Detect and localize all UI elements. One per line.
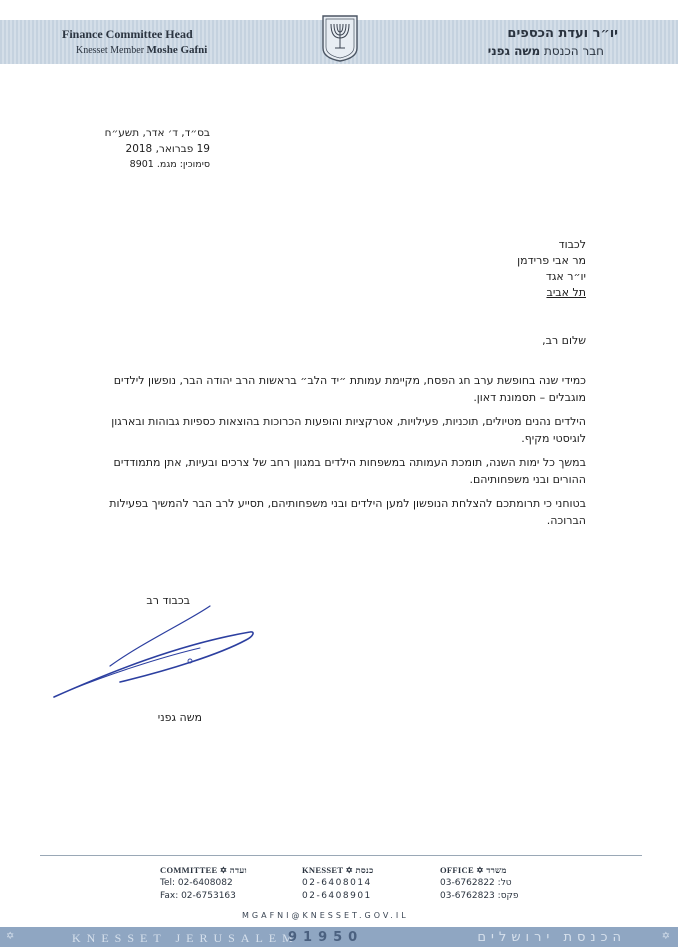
footer-committee-tel: Tel: 02-6408082 [160,878,233,888]
footer-knesset-head: KNESSET ✡ כנסת [302,865,374,875]
footer-email[interactable]: MGAFNI@KNESSET.GOV.IL [242,911,409,920]
bottom-band-he: הכנסת ירושלים [477,930,626,945]
footer-office-fax: 03-6762823 :פקס [440,891,519,901]
footer-divider [40,855,642,856]
recipient-salutation: לכבוד [558,238,586,251]
date-hebrew: בס״ד, ד׳ אדר, תשע״ח [104,127,210,139]
footer-knesset [302,864,394,903]
bottom-band-zip: 91950 [288,930,364,945]
footer-office-head: OFFICE ✡ משרד [440,865,507,875]
footer-knesset-tel: 02-6408014 [302,878,372,888]
date-gregorian: 19 פברואר, 2018 [125,143,210,155]
footer-office [440,864,550,903]
closing: בכבוד רב [146,594,190,607]
reference-number: סימוכין: מגמ. 8901 [129,159,210,170]
handwritten-signature [50,600,260,705]
footer-committee-head: COMMITTEE ✡ ועדה [160,865,247,875]
letterhead-en-subtitle [76,44,207,56]
letterhead-he-subtitle [488,44,604,58]
footer-knesset-fax: 02-6408901 [302,891,372,901]
body-paragraph-2: הילדים נהנים מטיולים, תוכניות, פעילויות, אטרקציות והופעות הכרוכות בהוצאות כספיות גבוהות ובארגון לוגיסטי מקיף. [111,415,586,445]
footer-committee [160,864,260,903]
recipient-city: תל אביב [546,286,586,299]
menorah-icon: ✡ [661,931,670,942]
footer-committee-fax: Fax: 02-6753163 [160,891,236,901]
date-block [70,125,210,173]
letterhead-en-subtitle-prefix: Knesset Member [76,45,145,56]
recipient-title: יו״ר אגד [545,270,586,283]
menorah-emblem-icon [320,14,360,62]
letterhead-en-title: Finance Committee Head [62,27,193,41]
recipient-block [366,237,586,301]
letterhead-he-subtitle-name: משה גפני [487,44,541,58]
greeting: שלום רב, [542,334,586,347]
body-paragraph-3: במשך כל ימות השנה, תומכת העמותה במשפחות הילדים במגוון רחב של צרכים ובעיות, אתן מתמודדים ההורים ובני משפחותיהם. [113,456,586,486]
signature-name: משה גפני [157,711,202,724]
body-paragraph-1: כמידי שנה בחופשת ערב חג הפסח, מקיימת עמותת ״יד הלב״ בראשות הרב יהודה הבר, נופשון לילדים מוגבלים – תסמונת דאון. [113,374,586,404]
bottom-band-en: KNESSET JERUSALEM [72,931,299,945]
letterhead-he-title: יו״ר ועדת הכספים [507,26,618,41]
letterhead-en-subtitle-name: Moshe Gafni [146,44,208,56]
footer-office-tel: 03-6762822 :טל [440,878,512,888]
menorah-icon: ✡ [6,931,15,942]
letterhead-he-subtitle-prefix: חבר הכנסת [543,44,604,58]
recipient-name: מר אבי פרידמן [517,254,586,267]
body-paragraph-4: בטוחני כי תרומתכם להצלחת הנופשון למען הילדים ובני משפחותיהם, תסייע לרב הבר להמשיך בפעילות הברוכה. [109,497,586,527]
